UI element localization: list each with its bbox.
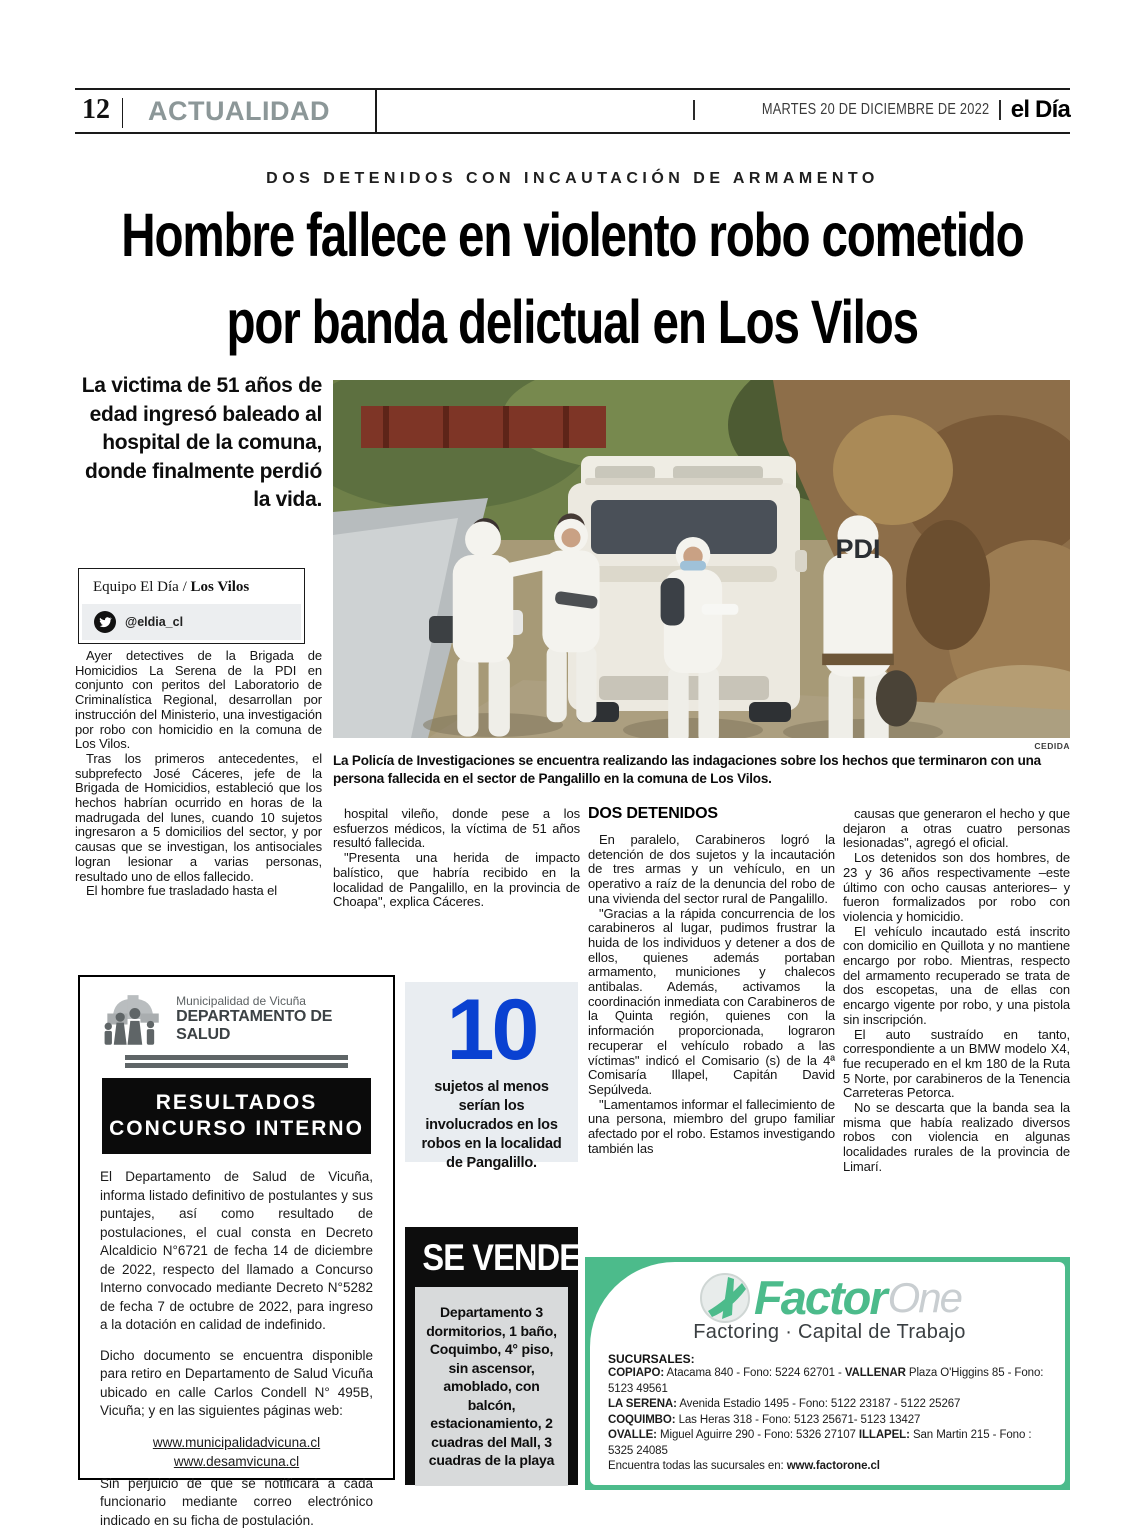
- article-headline: [75, 192, 1070, 366]
- se-vende-ad: [405, 1227, 581, 1535]
- byline-social-row[interactable]: [82, 604, 301, 640]
- paragraph: Ayer detectives de la Brigada de Homicidios La Serena de la PDI en conjunto con peritos del Laboratorio de Criminalística Regional, desarrollan por instrucción del Ministerio, una investigación por robo con homicidio en la comuna de Los Vilos.: [75, 648, 322, 752]
- edition-date: MARTES 20 DE DICIEMBRE DE 2022: [761, 101, 990, 118]
- section-title: ACTUALIDAD: [148, 96, 330, 126]
- page-number: 12: [82, 94, 110, 125]
- branch-line: COQUIMBO: Las Heras 318 - Fono: 5123 25671- 5123 13427: [608, 1413, 921, 1426]
- salud-ad-body: [100, 1168, 373, 1421]
- crime-scene-photo-illustration: [333, 380, 1070, 738]
- masthead-bar-icon: [693, 100, 695, 120]
- factorone-brand-secondary: One: [887, 1273, 962, 1321]
- factorone-ad: [585, 1257, 1070, 1490]
- paragraph: hospital vileño, donde pese a los esfuerzos médicos, la víctima de 51 años resultó fallecida.: [333, 806, 580, 851]
- body-column-3-text: [588, 833, 835, 1156]
- salud-logo-row: [100, 991, 373, 1047]
- salud-ad: [78, 975, 395, 1528]
- paragraph: "Presenta una herida de impacto balístico, que habría recibido en la localidad de Pangalillo, en la provincia de Choapa", explica Cáceres.: [333, 850, 580, 910]
- se-vende-phone-label: FONO: [471, 1495, 512, 1511]
- paragraph: El Departamento de Salud de Vicuña, informa listado definitivo de postulantes y sus puntajes, así como resultado de postulaciones, el cual consta en Decreto Alcaldicio N°6721 de fecha 14 de diciembre de 2022, respecto del llamado a Concurso Interno convocado mediante Decreto N°5282 de fecha 7 de octubre de 2022, para ingreso a la dotación en calidad de indefinido.: [100, 1169, 373, 1332]
- pdi-suit-label: PDI: [835, 534, 881, 564]
- stat-number: 10: [446, 982, 537, 1078]
- masthead-right: [693, 96, 1070, 124]
- body-column-1: [75, 649, 322, 899]
- headline-line-2: por banda delictual en Los Vilos: [226, 288, 919, 356]
- factorone-logo: [608, 1270, 1051, 1325]
- paragraph: Tras los primeros antecedentes, el subprefecto José Cáceres, jefe de la Brigada de Homicidios, estableció que los hechos habrían ocurrido en horas de la madrugada del lunes, cuando 10 sujetos ingresaron a 5 domicilios del sector, y por causas que se investigan, los antisociales logran lesionar a varias personas, resultado uno de ellos fallecido.: [75, 750, 322, 884]
- twitter-handle[interactable]: @eldia_cl: [125, 615, 184, 629]
- salud-divider: [125, 1055, 349, 1068]
- header-divider: [375, 88, 377, 133]
- byline-box: [78, 568, 305, 644]
- salud-links: [100, 1433, 373, 1471]
- twitter-icon: [94, 611, 116, 633]
- factorone-sucursales-label: SUCURSALES:: [608, 1352, 695, 1366]
- factorone-branches: [608, 1366, 1051, 1475]
- factorone-brand-main: Factor: [753, 1271, 886, 1324]
- body-column-3: [588, 805, 835, 1156]
- paragraph: "Lamentamos informar el fallecimiento de una persona, miembro del grupo familiar afectado por el robo. Estamos investigando también las: [588, 1096, 835, 1156]
- salud-dept-name: DEPARTAMENTO DE SALUD: [176, 1008, 333, 1043]
- stat-text: sujetos al menos serían los involucrados en los robos en la localidad de Pangalillo.: [421, 1079, 562, 1171]
- factorone-globe-icon: [698, 1271, 752, 1325]
- salud-org-name: Municipalidad de Vicuña: [176, 994, 306, 1008]
- paragraph: El vehículo incautado está inscrito con domicilio en Quillota y no mantiene encargo por robo. Mientras, respecto del armamento recuperado se trata de dos escopetas, una de ellas con encargo vigente por robo, y una pistola sin inscripción.: [843, 923, 1070, 1027]
- header-top-rule: [75, 88, 1070, 90]
- branch-line: LA SERENA: Avenida Estadio 1495 - Fono: 5122 23187 - 5122 25267: [608, 1398, 961, 1410]
- se-vende-description: Departamento 3 dormitorios, 1 baño, Coquimbo, 4° piso, sin ascensor, amoblado, con balcón, estacionamiento, 2 cuadras del Mall, 3 cuadras de la playa: [415, 1287, 568, 1486]
- byline-location: Los Vilos: [190, 579, 250, 595]
- website-link[interactable]: www.desamvicuna.cl: [173, 1453, 300, 1469]
- body-column-4: [843, 807, 1070, 1175]
- branch-line: OVALLE: Miguel Aguirre 290 - Fono: 5326 27107 ILLAPEL: San Martin 215 - Fono : 5325 24085: [608, 1429, 1032, 1457]
- factorone-inner: [590, 1262, 1065, 1485]
- se-vende-phone-number: 995642860: [432, 1512, 551, 1535]
- headline-line-1: Hombre fallece en violento robo cometido: [121, 201, 1024, 269]
- paragraph: En paralelo, Carabineros logró la detención de dos sujetos y la incautación de tres armas y un vehículo, en un operativo a raíz de la denuncia del robo de una vivienda del sector rural de Pangalillo.: [588, 832, 835, 906]
- article-kicker: DOS DETENIDOS CON INCAUTACIÓN DE ARMAMENTO: [266, 170, 879, 187]
- section-subhead: DOS DETENIDOS: [588, 805, 718, 822]
- article-photo: [333, 380, 1070, 738]
- website-link[interactable]: www.municipalidadvicuna.cl: [152, 1434, 321, 1450]
- paragraph: causas que generaron el hecho y que dejaron a otras cuatro personas lesionadas", agregó el oficial.: [843, 806, 1070, 851]
- byline: [79, 569, 304, 604]
- body-column-2: [333, 807, 580, 910]
- paragraph: El auto sustraído en tanto, correspondiente a un BMW modelo X4, fue recuperado en el km 180 de la Ruta 5 Norte, por carabineros de la Tenencia Carreteras Petorca.: [843, 1026, 1070, 1101]
- salud-footer-note: Sin perjuicio de que se notificará a cada funcionario mediante correo electrónico indicado en su ficha de postulación.: [100, 1475, 373, 1528]
- photo-credit: CEDIDA: [1034, 741, 1070, 751]
- paragraph: El hombre fue trasladado hasta el: [86, 883, 278, 899]
- masthead-bar-icon: [999, 100, 1001, 120]
- paragraph: Los detenidos son dos hombres, de 23 y 36 años respectivamente –este último con ocho causas anteriores– y fueron formalizados por robo con violencia y homicidio.: [843, 850, 1070, 924]
- factorone-tagline: Factoring · Capital de Trabajo: [693, 1321, 966, 1343]
- paragraph: "Gracias a la rápida concurrencia de los carabineros al lugar, pudimos frustrar la huida de los individuos y detener a dos de ellos, quienes además portaban armamento, municiones y chalecos antibalas. Además, activamos la coordinación inmediata con Carabineros de la Quinta región, quienes con la información proporcionada, lograron recuperar el vehículo robado a las víctimas" indicó el Comisario (s) de la 4ª Comisaría Illapel, Capitán David Sepúlveda.: [588, 905, 835, 1097]
- se-vende-title: SE VENDE: [422, 1237, 581, 1278]
- header-bottom-rule: [75, 132, 1070, 134]
- branch-line: Encuentra todas las sucursales en: www.factorone.cl: [608, 1460, 880, 1472]
- salud-ad-title: [102, 1078, 371, 1154]
- paragraph: No se descarta que la banda sea la misma que había realizado diversos robos con violencia en algunas localidades rurales de la provincia de Limarí.: [843, 1100, 1070, 1174]
- newspaper-brand: el Día: [1010, 96, 1070, 123]
- salud-title-line2: CONCURSO INTERNO: [109, 1117, 364, 1140]
- salud-logo-text: [176, 994, 373, 1044]
- paragraph: Dicho documento se encuentra disponible para retiro en Departamento de Salud Vicuña ubicado en calle Carlos Condell N° 495B, Vicuña; y en las siguientes páginas web:: [100, 1347, 373, 1418]
- stat-box: [405, 982, 578, 1171]
- page-number-separator: [122, 98, 123, 128]
- photo-caption: La Policía de Investigaciones se encuentra realizando las indagaciones sobre los hechos que terminaron con una persona fallecida en el sector de Pangalillo en la comuna de Los Vilos.: [333, 753, 1041, 786]
- article-lead: La victima de 51 años de edad ingresó baleado al hospital de la comuna, donde finalmente perdió la vida.: [81, 374, 322, 511]
- byline-author: Equipo El Día /: [93, 579, 191, 595]
- branch-line: COPIAPO: Atacama 840 - Fono: 5224 62701 - VALLENAR Plaza O'Higgins 85 - Fono: 5123 49561: [608, 1367, 1044, 1395]
- salud-title-line1: RESULTADOS: [155, 1091, 318, 1114]
- municipality-family-logo-icon: [100, 991, 166, 1047]
